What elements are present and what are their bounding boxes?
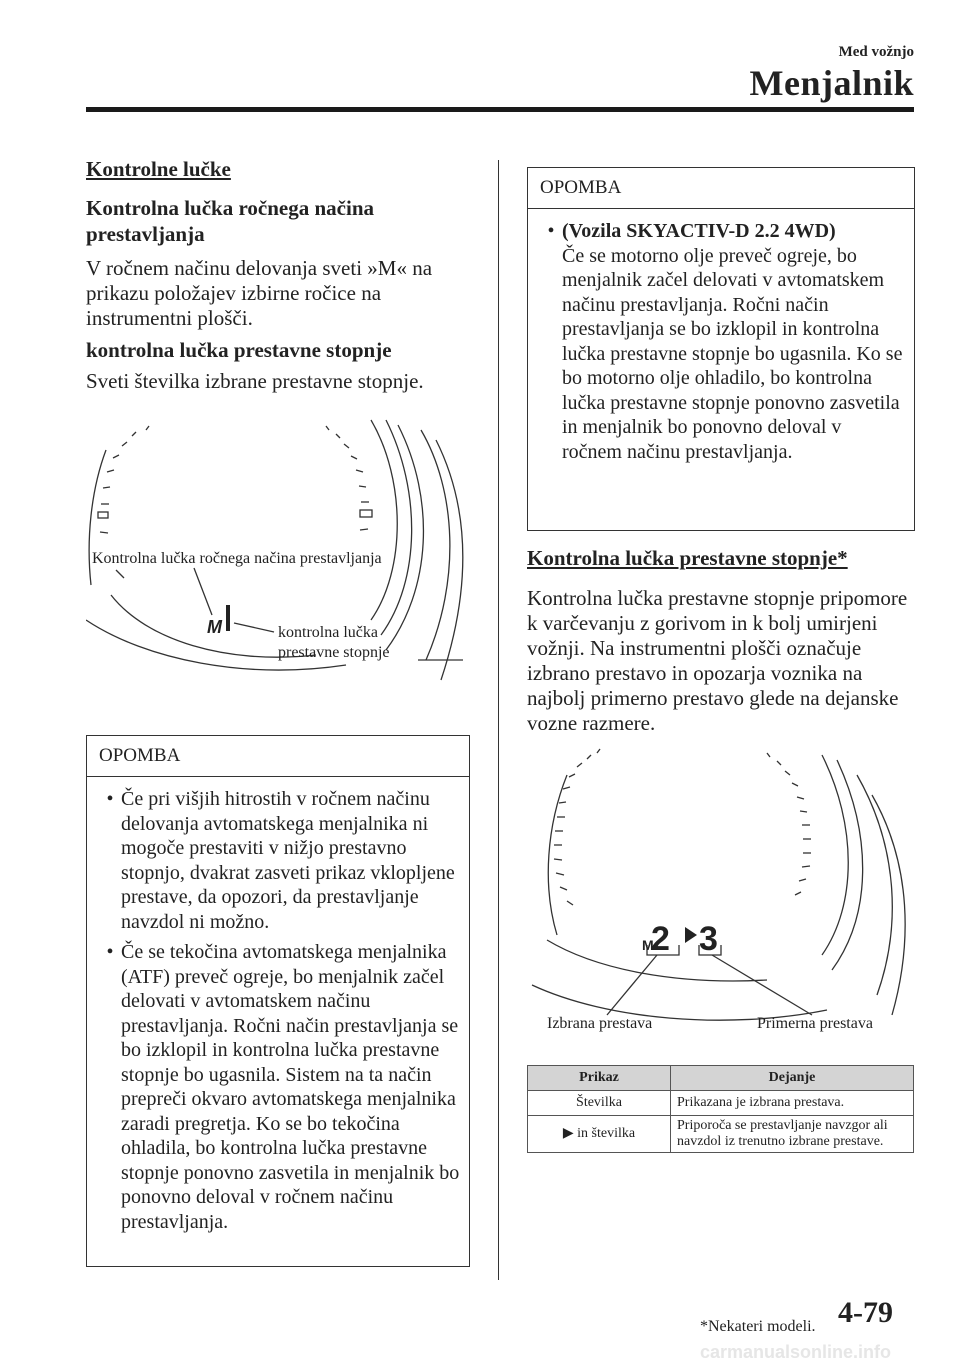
triangle-right-icon: ▶ xyxy=(562,1126,574,1141)
note-title: OPOMBA xyxy=(87,736,469,777)
note-item xyxy=(99,940,461,1234)
note-box-right xyxy=(527,167,915,531)
bullet-icon: • xyxy=(106,941,114,963)
note-item-text: Če se tekočina avtomatskega menjalnika (ATF) preveč ogreje, bo menjalnik začel delovati v avtomatskem načinu prestavljanja. Ročni način prestavljanja se bo izklopil in kontrolna lučka prestavne stopnje bo ugasnila. Sistem na ta način prepreči okvaro avtomatskega menjalnika zaradi pregretja. Ko se bo tekočina ohladila, bo kontrolna lučka prestavne stopnje ponovno zasvetila in menjalnik bo ponovno deloval v ročnem načinu prestavljanja. xyxy=(121,941,460,1233)
table-cell: Prikazana je izbrana prestava. xyxy=(671,1091,914,1116)
display-recommended-gear: 3 xyxy=(699,920,718,958)
note-item-lead: (Vozila SKYACTIV-D 2.2 4WD) xyxy=(562,220,836,242)
header-rule xyxy=(86,107,914,112)
display-m-indicator: M xyxy=(207,617,222,637)
page-title: Menjalnik xyxy=(749,63,914,103)
gear-indicator-table xyxy=(527,1065,914,1153)
table-cell-text: in številka xyxy=(577,1126,636,1141)
display-m-indicator: M xyxy=(642,937,654,953)
paragraph-manual-mode: V ročnem načinu delovanja sveti »M« na prikazu položajev izbirne ročice na instrumentni plošči. xyxy=(86,256,433,330)
section-heading-indicators: Kontrolne lučke xyxy=(86,157,231,181)
table-header: Prikaz xyxy=(528,1066,671,1091)
label-manual-indicator: Kontrolna lučka ročnega načina prestavljanja xyxy=(92,550,382,567)
watermark: carmanualsonline.info xyxy=(700,1342,892,1362)
display-current-gear: 2 xyxy=(651,920,670,958)
page-number: 4-79 xyxy=(838,1296,893,1329)
table-row xyxy=(528,1116,914,1153)
table-cell: Številka xyxy=(528,1091,671,1116)
note-title: OPOMBA xyxy=(528,168,914,209)
note-item-text: Če pri višjih hitrostih v ročnem načinu delovanja avtomatskega menjalnika ni mogoče prestaviti v nižjo prestavno stopnjo, dvakrat zasveti prikaz vklopljene prestave, da opozori, da prestavljanje navzdol ni možno. xyxy=(121,788,455,933)
note-box-left xyxy=(86,735,470,1267)
gauge-illustration xyxy=(527,745,912,1040)
table-header-row xyxy=(528,1066,914,1091)
table-header: Dejanje xyxy=(671,1066,914,1091)
paragraph-gear-indicator-right: Kontrolna lučka prestavne stopnje pripomore k varčevanju z gorivom in k bolj umirjeni vožnji. Na instrumentni plošči označuje izbrano prestavo in opozarja voznika na najbolj primerno prestavo glede na dejanske vozne razmere. xyxy=(527,586,908,735)
note-item xyxy=(99,787,461,934)
table-row xyxy=(528,1091,914,1116)
label-selected-gear: Izbrana prestava xyxy=(547,1015,653,1032)
note-item-text: Če se motorno olje preveč ogreje, bo menjalnik začel delovati v avtomatskem načinu prestavljanja. Ročni način prestavljanja se bo izklopil in kontrolna lučka prestavne stopnje bo ugasnila. Ko se bo motorno olje ohladilo, bo kontrolna lučka prestavne stopnje ponovno zasvetila in menjalnik bo ponovno deloval v ročnem načinu prestavljanja. xyxy=(562,244,903,463)
section-title: Med vožnjo xyxy=(838,44,914,60)
table-cell xyxy=(528,1116,671,1153)
note-item xyxy=(540,219,906,464)
label-gear-indicator-line2: prestavne stopnje xyxy=(278,644,390,661)
recommend-arrow-icon xyxy=(685,927,697,943)
bullet-icon: • xyxy=(547,220,555,242)
paragraph-gear-indicator: Sveti številka izbrane prestavne stopnje. xyxy=(86,369,424,393)
label-gear-indicator-line1: kontrolna lučka xyxy=(278,624,378,641)
footnote: *Nekateri modeli. xyxy=(700,1318,816,1335)
column-divider xyxy=(498,160,499,1280)
instrument-diagram-gear xyxy=(527,745,912,1040)
subheading-manual-mode: Kontrolna lučka ročnega načina prestavljanja xyxy=(86,196,375,246)
section-heading-gear-indicator: Kontrolna lučka prestavne stopnje* xyxy=(527,546,848,570)
instrument-diagram-manual xyxy=(86,410,471,700)
bullet-icon: • xyxy=(106,788,114,810)
label-recommended-gear: Primerna prestava xyxy=(757,1015,873,1032)
subheading-gear-indicator: kontrolna lučka prestavne stopnje xyxy=(86,338,392,362)
table-cell: Priporoča se prestavljanje navzgor ali navzdol iz trenutno izbrane prestave. xyxy=(671,1116,914,1153)
